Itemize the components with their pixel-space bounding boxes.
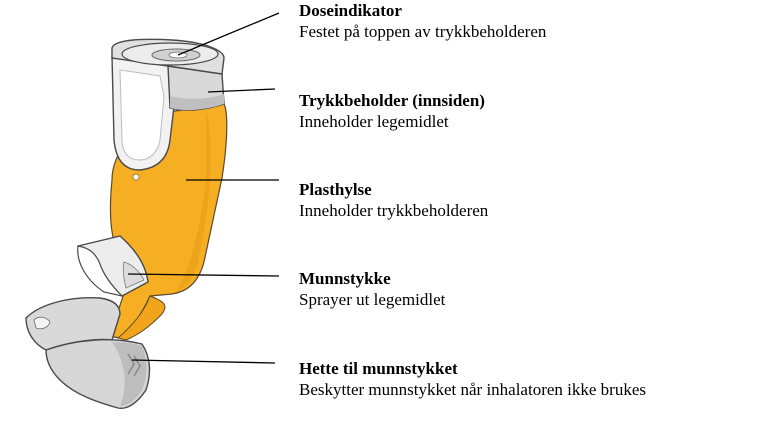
label-description: Beskytter munnstykket når inhalatoren ikke brukes: [299, 380, 646, 399]
label-mouthpiece-cap: [299, 358, 646, 400]
label-title: Doseindikator: [299, 1, 402, 20]
label-title: Plasthylse: [299, 180, 372, 199]
label-title: Trykkbeholder (innsiden): [299, 91, 485, 110]
label-canister: [299, 90, 485, 132]
label-title: Hette til munnstykket: [299, 359, 458, 378]
label-description: Festet på toppen av trykkbeholderen: [299, 22, 547, 41]
label-description: Inneholder legemidlet: [299, 112, 449, 131]
label-plastic-sleeve: [299, 179, 488, 221]
label-dose-indicator: [299, 0, 546, 42]
leader-line-cap: [132, 360, 275, 363]
sleeve-hole: [133, 174, 139, 180]
label-title: Munnstykke: [299, 269, 391, 288]
leader-line-dose-indicator: [178, 13, 279, 55]
label-mouthpiece: [299, 268, 445, 310]
canister-window-inner: [120, 70, 164, 160]
label-description: Inneholder trykkbeholderen: [299, 201, 489, 220]
label-description: Sprayer ut legemidlet: [299, 290, 446, 309]
